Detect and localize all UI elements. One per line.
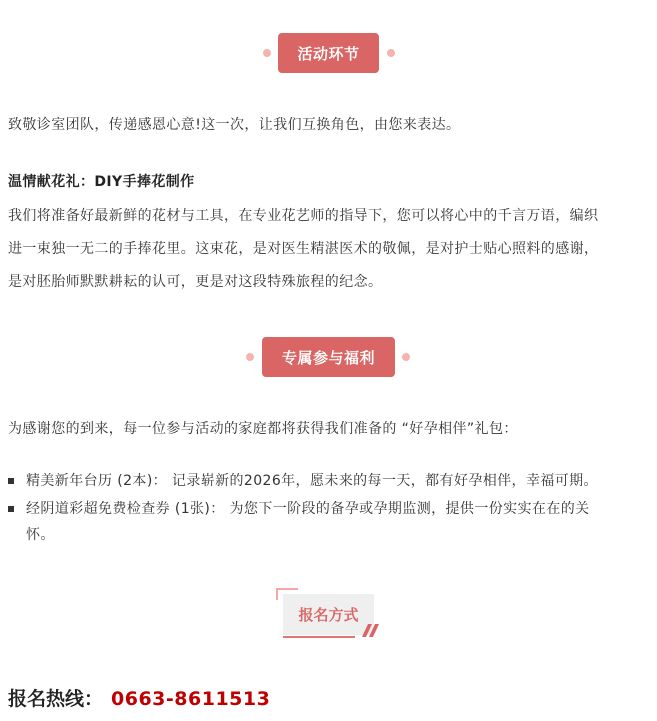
- section-header-activities: [0, 33, 657, 73]
- section-header-benefits: [0, 337, 657, 377]
- bullet-square-icon: [8, 478, 14, 484]
- list-item-text: 经阴道彩超免费检查券 (1张)： 为您下一阶段的备孕或孕期监测，提供一份实实在在的关: [26, 501, 590, 517]
- paragraph-line: 是对胚胎师默默耕耘的认可，更是对这段特殊旅程的纪念。: [8, 274, 383, 290]
- corner-bracket-icon: [276, 588, 278, 600]
- underline-decoration: [283, 636, 355, 638]
- decorative-dot-icon: [387, 49, 395, 57]
- subheading-flower-diy: 温情献花礼：DIY手捧花制作: [8, 174, 195, 190]
- section-badge-benefits: 专属参与福利: [262, 337, 395, 377]
- hotline-label: 报名热线：: [8, 688, 104, 710]
- decorative-dot-icon: [402, 353, 410, 361]
- list-item-text: 怀。: [26, 527, 55, 543]
- hotline-number[interactable]: 0663-8611513: [111, 688, 271, 710]
- list-item-text: 精美新年台历 (2本)： 记录崭新的2026年，愿未来的每一天，都有好孕相伴，幸福可期。: [26, 473, 598, 489]
- section-badge-activities: 活动环节: [278, 33, 379, 73]
- bullet-square-icon: [8, 506, 14, 512]
- paragraph-line: 我们将准备好最新鲜的花材与工具，在专业花艺师的指导下，您可以将心中的千言万语，编织: [8, 208, 599, 224]
- registration-heading: 报名方式: [283, 594, 374, 635]
- registration-hotline: [8, 684, 270, 711]
- decorative-dot-icon: [246, 353, 254, 361]
- decorative-dot-icon: [263, 49, 271, 57]
- paragraph-line: 进一束独一无二的手捧花里。这束花，是对医生精湛医术的敬佩，是对护士贴心照料的感谢，: [8, 241, 599, 257]
- corner-bracket-icon: [276, 588, 298, 590]
- benefits-intro-text: 为感谢您的到来，每一位参与活动的家庭都将获得我们准备的 “好孕相伴”礼包：: [8, 421, 518, 437]
- intro-text: 致敬诊室团队，传递感恩心意!这一次，让我们互换角色，由您来表达。: [8, 117, 461, 133]
